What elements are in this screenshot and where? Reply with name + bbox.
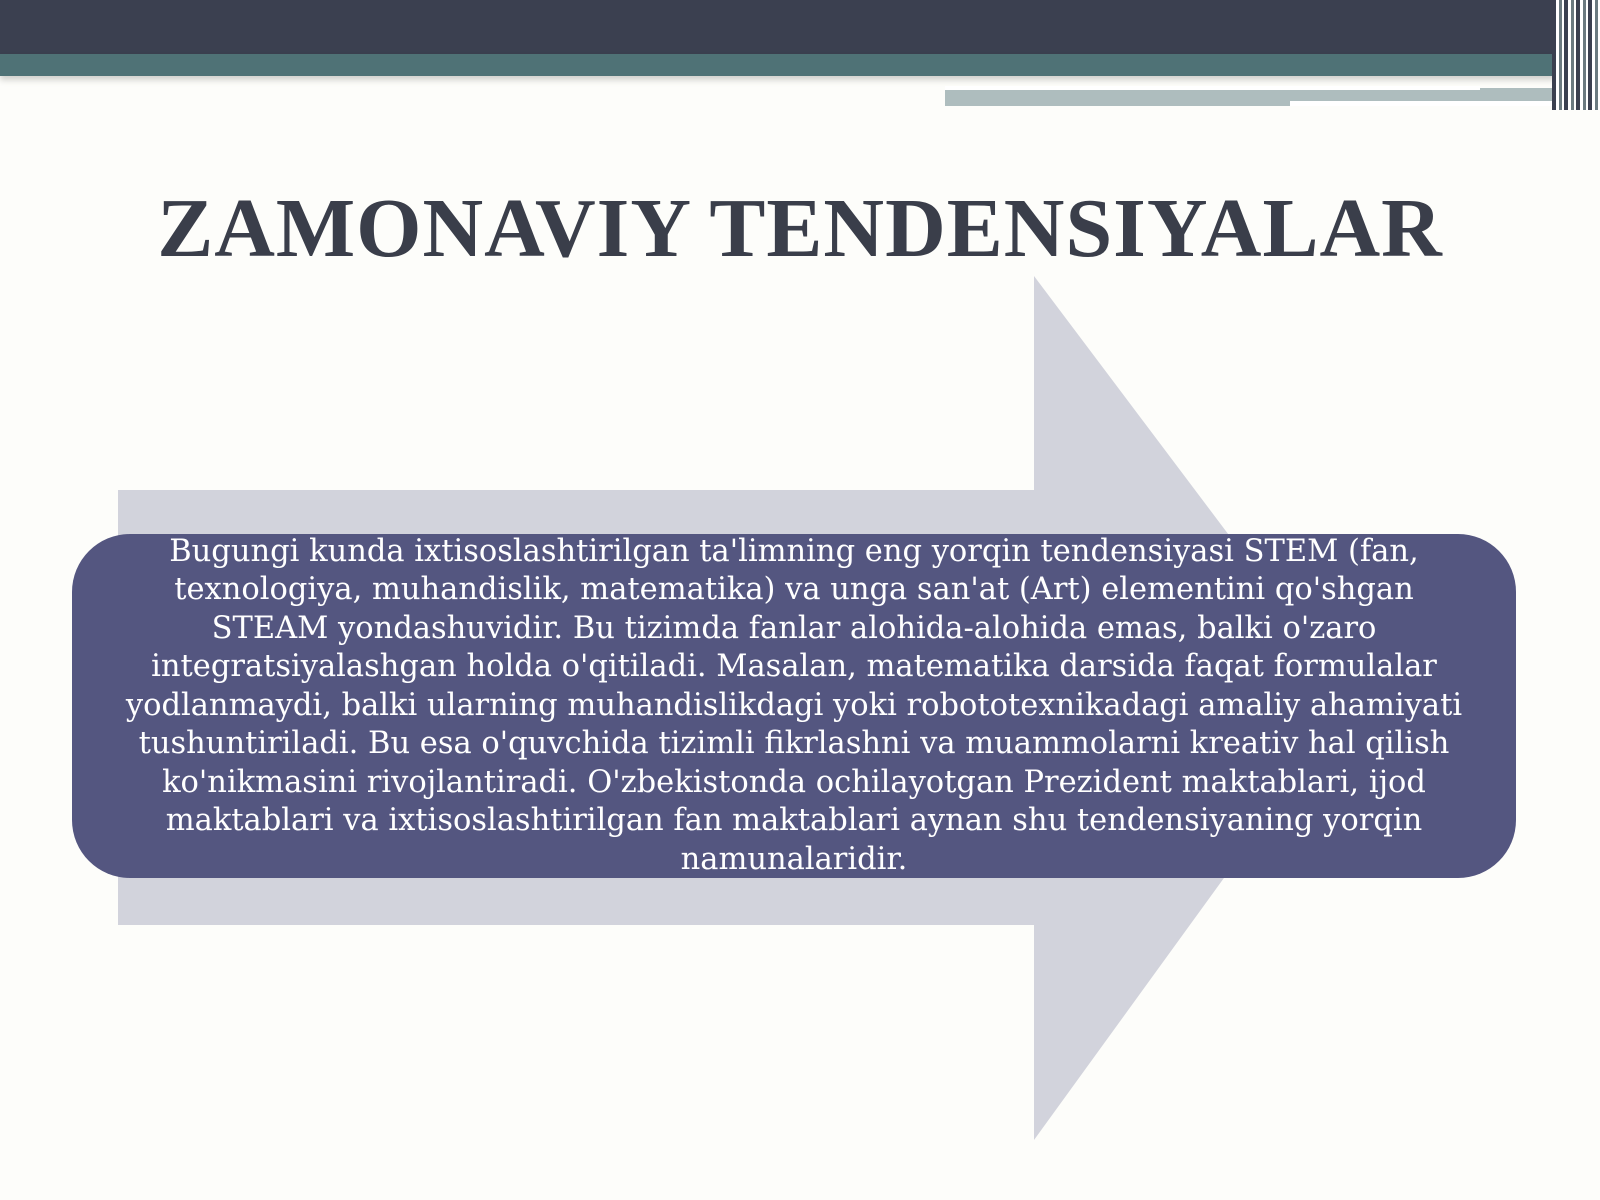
content-paragraph: Bugungi kunda ixtisoslashtirilgan ta'limning eng yorqin tendensiyasi STEM (fan, texnologiya, muhandislik, matematika) va unga san'at (Art) elementini qo'shgan STEAM yondashuvidir. Bu tizimda fanlar alohida-alohida emas, balki o'zaro integratsiyalashgan holda o'qitiladi. Masalan, matematika darsida faqat formulalar yodlanmaydi, balki ularning muhandislikdagi yoki robototexnikadagi amaliy ahamiyati tushuntiriladi. Bu esa o'quvchida tizimli fikrlashni va muammolarni kreativ hal qilish ko'nikmasini rivojlantiradi. O'zbekistonda ochilayotgan Prezident maktablari, ijod maktablari va ixtisoslashtirilgan fan maktablari aynan shu tendensiyaning yorqin namunalaridir.: [125, 534, 1463, 877]
slide-title: ZAMONAVIY TENDENSIYALAR: [157, 182, 1443, 275]
content-box: [72, 534, 1516, 878]
